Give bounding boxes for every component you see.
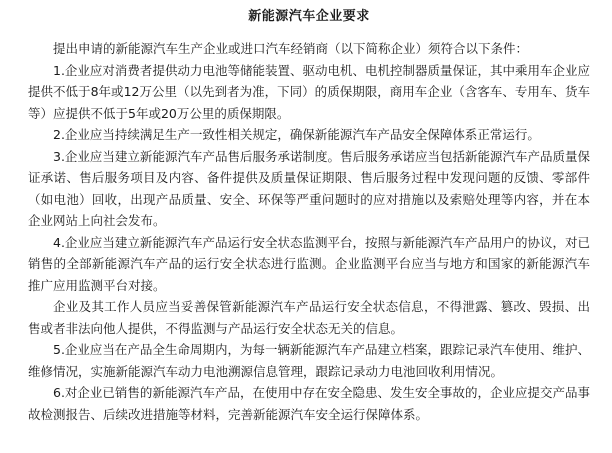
requirement-2-paragraph: 2.企业应当持续满足生产一致性相关规定，确保新能源汽车产品安全保障体系正常运行。 bbox=[53, 127, 540, 142]
requirement-1-paragraph: 1.企业应对消费者提供动力电池等储能装置、驱动电机、电机控制器质量保证，其中乘用车企业应提供不低于8年或12万公里（以先到者为准，下同）的质保期限，商用车企业（含客车、专用车、货车等）应提供不低于5年或20万公里的质保期限。 bbox=[28, 62, 590, 121]
requirement-4-supplement-paragraph: 企业及其工作人员应当妥善保管新能源汽车产品运行安全状态信息，不得泄露、篡改、毁损、出售或者非法向他人提供，不得监测与产品运行安全状态无关的信息。 bbox=[28, 299, 590, 336]
requirement-6-paragraph: 6.对企业已销售的新能源汽车产品，在使用中存在安全隐患、发生安全事故的，企业应提交产品事故检测报告、后续改进措施等材料，完善新能源汽车安全运行保障体系。 bbox=[28, 385, 590, 422]
requirement-4-paragraph: 4.企业应当建立新能源汽车产品运行安全状态监测平台，按照与新能源汽车产品用户的协议，对已销售的全部新能源汽车产品的运行安全状态进行监测。企业监测平台应当与地方和国家的新能源汽车推广应用监测平台对接。 bbox=[28, 234, 590, 293]
requirement-3-paragraph: 3.企业应当建立新能源汽车产品售后服务承诺制度。售后服务承诺应当包括新能源汽车产品质量保证承诺、售后服务项目及内容、备件提供及质量保证期限、售后服务过程中发现问题的反馈、零部件（如电池）回收，出现产品质量、安全、环保等严重问题时的应对措施以及索赔处理等内容，并在本企业网站上向社会发布。 bbox=[28, 148, 590, 228]
requirement-5-paragraph: 5.企业应当在产品全生命周期内，为每一辆新能源汽车产品建立档案，跟踪记录汽车使用、维护、维修情况，实施新能源汽车动力电池溯源信息管理，跟踪记录动力电池回收利用情况。 bbox=[28, 342, 590, 379]
intro-paragraph: 提出申请的新能源汽车生产企业或进口汽车经销商（以下简称企业）须符合以下条件： bbox=[53, 41, 529, 56]
document-title: 新能源汽车企业要求 bbox=[248, 9, 370, 24]
